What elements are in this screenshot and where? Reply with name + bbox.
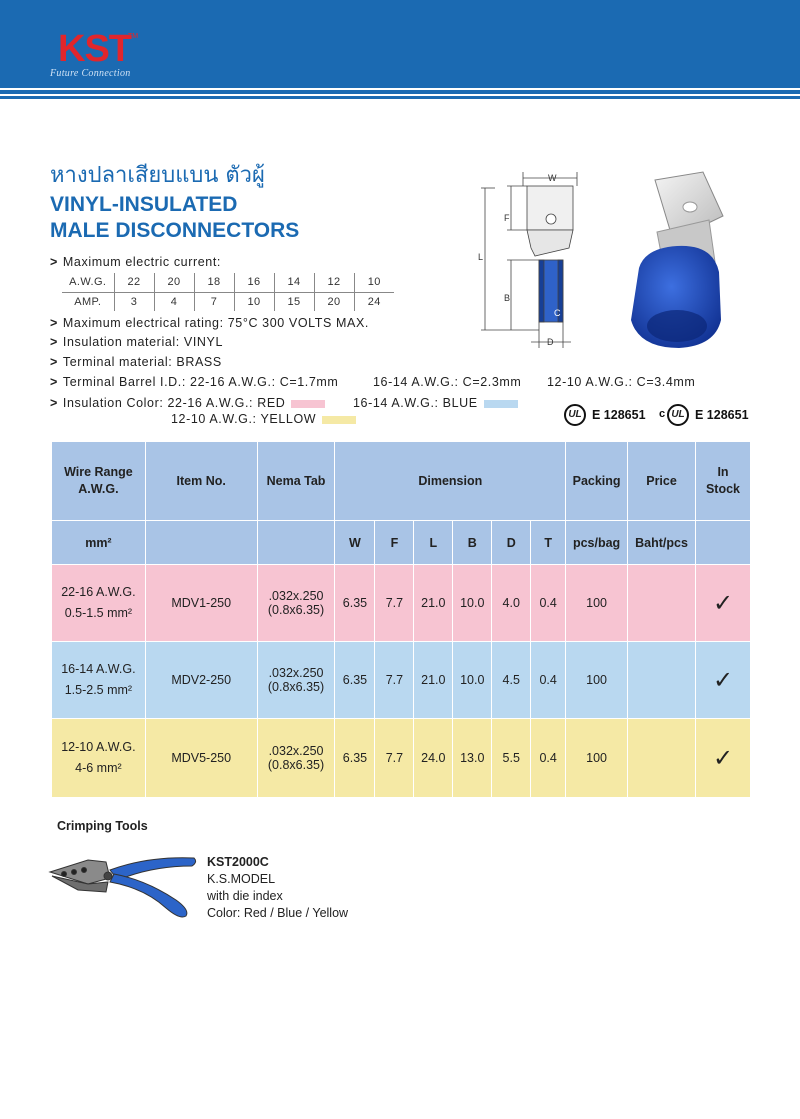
- amp-value: 20: [314, 292, 354, 311]
- arrow-bullet: >: [50, 335, 58, 349]
- cell-w: 6.35: [335, 565, 375, 642]
- cell-nema-inch: .032x.250: [268, 744, 324, 758]
- awg-label: A.W.G.: [62, 273, 114, 292]
- cell-awg: 16-14 A.W.G.: [61, 662, 136, 676]
- header-wire-range: [52, 442, 146, 521]
- cell-awg: 12-10 A.W.G.: [61, 740, 136, 754]
- cell-nema-mm: (0.8x6.35): [267, 603, 325, 617]
- yellow-swatch: [322, 416, 356, 424]
- spec-color-blue: [353, 396, 518, 410]
- die-hole: [82, 868, 87, 873]
- subheader-baht-pcs: Baht/pcs: [628, 521, 696, 565]
- arrow-bullet: >: [50, 355, 58, 369]
- amp-label: AMP.: [62, 292, 114, 311]
- awg-value: 22: [114, 273, 154, 292]
- spec-text: 12-10 A.W.G.: YELLOW: [171, 412, 317, 426]
- tool-pivot: [104, 872, 112, 880]
- dim-label-l: L: [478, 252, 484, 262]
- blue-swatch: [484, 400, 518, 408]
- header-item-no: Item No.: [145, 442, 257, 521]
- header-text: Stock: [705, 482, 741, 496]
- cell-b: 10.0: [453, 565, 492, 642]
- subheader-pcs-bag: pcs/bag: [566, 521, 628, 565]
- cell-nema-mm: (0.8x6.35): [267, 680, 325, 694]
- ul-cert-number: E 128651: [592, 408, 646, 422]
- cell-wire-range: [52, 642, 146, 719]
- spec-color-yellow: [171, 412, 356, 426]
- dim-label-b: B: [504, 293, 511, 303]
- header-stripe: [0, 90, 800, 94]
- amp-value: 3: [114, 292, 154, 311]
- arrow-bullet: >: [50, 396, 58, 410]
- ul-logo-icon: UL: [667, 404, 689, 426]
- header-nema-tab: Nema Tab: [257, 442, 335, 521]
- cell-mm2: 0.5-1.5 mm²: [64, 606, 133, 620]
- tool-handle-lower: [110, 874, 187, 917]
- cul-prefix: c: [659, 408, 666, 420]
- cell-nema-mm: (0.8x6.35): [267, 758, 325, 772]
- table-header-row: [52, 442, 751, 521]
- spec-barrel: [50, 375, 338, 389]
- tool-brand: K.S.MODEL: [207, 872, 276, 886]
- cell-l: 24.0: [414, 719, 453, 798]
- dim-label-f: F: [504, 213, 510, 223]
- header-in-stock: [696, 442, 751, 521]
- current-table: [62, 273, 394, 311]
- header-text: A.W.G.: [78, 482, 119, 496]
- awg-row: [62, 273, 394, 292]
- awg-value: 12: [314, 273, 354, 292]
- table-row: [52, 565, 751, 642]
- spec-barrel-end: 12-10 A.W.G.: C=3.4mm: [547, 375, 696, 389]
- logo-tagline: Future Connection: [50, 68, 131, 79]
- amp-value: 15: [274, 292, 314, 311]
- amp-row: [62, 292, 394, 311]
- table-subheader-row: [52, 521, 751, 565]
- title-line1: VINYL-INSULATED: [50, 193, 238, 216]
- amp-value: 10: [234, 292, 274, 311]
- sleeve-opening: [647, 310, 707, 342]
- cell-l: 21.0: [414, 642, 453, 719]
- tool-model: KST2000C: [207, 855, 269, 869]
- barrel-shade: [539, 260, 544, 322]
- subheader-b: B: [453, 521, 492, 565]
- subheader-w: W: [335, 521, 375, 565]
- header-text: Wire Range: [64, 465, 133, 479]
- cell-wire-range: [52, 719, 146, 798]
- cell-t: 0.4: [531, 565, 566, 642]
- spec-terminal: [50, 355, 222, 369]
- subheader-empty: [145, 521, 257, 565]
- spec-text: Terminal Barrel I.D.: 22-16 A.W.G.: C=1.7mm: [62, 375, 339, 389]
- spec-text: Insulation material: VINYL: [62, 335, 224, 349]
- spec-insulation: [50, 335, 223, 349]
- subheader-empty: [257, 521, 335, 565]
- cell-item-no: MDV1-250: [145, 565, 257, 642]
- awg-value: 16: [234, 273, 274, 292]
- cell-b: 13.0: [453, 719, 492, 798]
- subheader-l: L: [414, 521, 453, 565]
- cell-d: 4.0: [492, 565, 531, 642]
- awg-value: 20: [154, 273, 194, 292]
- cell-wire-range: [52, 565, 146, 642]
- subheader-mm2: mm²: [52, 521, 146, 565]
- tab-hole: [546, 214, 556, 224]
- spec-rating: [50, 316, 369, 330]
- cell-awg: 22-16 A.W.G.: [61, 585, 136, 599]
- spec-color: [50, 396, 325, 410]
- arrow-bullet: >: [50, 255, 58, 269]
- spec-text: Maximum electrical rating: 75°C 300 VOLTS MAX.: [62, 316, 369, 330]
- arrow-bullet: >: [50, 375, 58, 389]
- header-stripe: [0, 96, 800, 99]
- title-thai: หางปลาเสียบแบน ตัวผู้: [50, 163, 265, 188]
- subheader-empty: [696, 521, 751, 565]
- cell-nema-inch: .032x.250: [268, 589, 324, 603]
- amp-value: 4: [154, 292, 194, 311]
- table-row: [52, 719, 751, 798]
- crimping-tools-heading: Crimping Tools: [57, 819, 148, 833]
- cell-b: 10.0: [453, 642, 492, 719]
- cell-t: 0.4: [531, 642, 566, 719]
- spec-text: Terminal material: BRASS: [62, 355, 222, 369]
- product-photo: [617, 170, 732, 355]
- awg-value: 10: [354, 273, 394, 292]
- stock-check-icon: ✓: [696, 719, 751, 798]
- tool-feature: with die index: [207, 889, 283, 903]
- cell-w: 6.35: [335, 719, 375, 798]
- tool-jaw-upper: [50, 860, 110, 884]
- amp-value: 24: [367, 295, 381, 308]
- tool-colors: Color: Red / Blue / Yellow: [207, 906, 349, 920]
- amp-value: 7: [194, 292, 234, 311]
- cell-nema: [257, 642, 335, 719]
- cell-packing: 100: [566, 642, 628, 719]
- cell-packing: 100: [566, 565, 628, 642]
- stock-check-icon: ✓: [696, 642, 751, 719]
- cul-cert-number: E 128651: [695, 408, 749, 422]
- stock-check-icon: ✓: [696, 565, 751, 642]
- cell-l: 21.0: [414, 565, 453, 642]
- cell-t: 0.4: [531, 719, 566, 798]
- cell-price: [628, 565, 696, 642]
- spec-text: Insulation Color: 22-16 A.W.G.: RED: [62, 396, 286, 410]
- die-hole: [62, 872, 67, 877]
- cell-item-no: MDV2-250: [145, 642, 257, 719]
- cell-w: 6.35: [335, 642, 375, 719]
- cell-f: 7.7: [375, 642, 414, 719]
- tab-hole: [683, 202, 697, 212]
- subheader-t: T: [531, 521, 566, 565]
- subheader-d: D: [492, 521, 531, 565]
- terminal-drawing: [475, 168, 590, 353]
- spec-text: 16-14 A.W.G.: BLUE: [353, 396, 478, 410]
- cell-price: [628, 642, 696, 719]
- cell-nema: [257, 565, 335, 642]
- table-row: [52, 642, 751, 719]
- cell-f: 7.7: [375, 719, 414, 798]
- awg-value: 18: [194, 273, 234, 292]
- spec-text: Maximum electric current:: [62, 255, 221, 269]
- cell-d: 4.5: [492, 642, 531, 719]
- dim-label-w: W: [548, 173, 557, 183]
- tool-info: [207, 854, 348, 922]
- header-price: Price: [628, 442, 696, 521]
- cell-mm2: 4-6 mm²: [75, 761, 122, 775]
- cell-f: 7.7: [375, 565, 414, 642]
- header-text: In: [717, 465, 729, 479]
- kst-logo: KST: [58, 28, 131, 70]
- awg-value: 14: [274, 273, 314, 292]
- cell-d: 5.5: [492, 719, 531, 798]
- red-swatch: [291, 400, 325, 408]
- transition-outline: [527, 230, 573, 256]
- dim-label-c: C: [554, 308, 561, 318]
- subheader-f: F: [375, 521, 414, 565]
- product-table: [51, 441, 751, 798]
- spec-max-current: [50, 255, 221, 269]
- dim-label-d: D: [547, 337, 554, 347]
- cell-nema: [257, 719, 335, 798]
- ul-logo-icon: UL: [564, 404, 586, 426]
- cell-item-no: MDV5-250: [145, 719, 257, 798]
- logo-trademark: TM: [128, 33, 139, 40]
- spec-barrel-mid: 16-14 A.W.G.: C=2.3mm: [373, 375, 522, 389]
- cell-packing: 100: [566, 719, 628, 798]
- cell-nema-inch: .032x.250: [268, 666, 324, 680]
- cell-price: [628, 719, 696, 798]
- header-packing: Packing: [566, 442, 628, 521]
- header-dimension: Dimension: [335, 442, 566, 521]
- title-line2: MALE DISCONNECTORS: [50, 219, 300, 242]
- cell-mm2: 1.5-2.5 mm²: [64, 683, 133, 697]
- arrow-bullet: >: [50, 316, 58, 330]
- die-hole: [72, 870, 77, 875]
- crimping-tool-image: [48, 848, 198, 923]
